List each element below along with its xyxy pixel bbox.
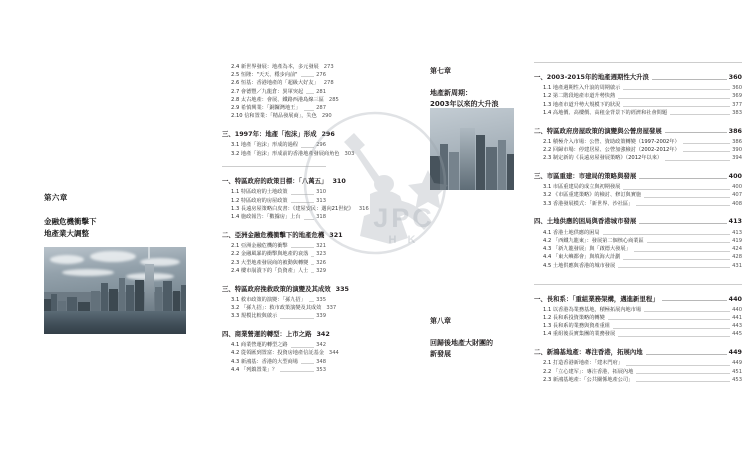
list-item[interactable]: 1.4 重組後長實集團的業務發展 445 [543, 331, 742, 338]
leader-dots [636, 205, 730, 206]
list-item[interactable]: 3.1 市區重建局的成立與初期發展 400 [543, 184, 742, 191]
list-item[interactable]: 2.10 信和置業：「精品發展商」，失色 290 [231, 113, 332, 120]
leader-dots [311, 272, 314, 273]
leader-dots [311, 264, 314, 265]
list-item[interactable]: 2.5 恒隆："天天、穩步向前" 276 [231, 71, 326, 78]
list-item[interactable]: 4.3 「新九龍發展」與「啟德大發展」 424 [543, 246, 742, 253]
leader-dots [309, 301, 314, 302]
leader-dots [623, 259, 730, 260]
chapter-7-title [430, 88, 530, 110]
list-item[interactable]: 1.3 地產市道升勢大規模下的狀況 377 [543, 101, 742, 108]
list-item[interactable]: 4.3 新鴻基：香港的大型商場 348 [231, 358, 326, 365]
leader-dots [639, 178, 726, 179]
leader-dots [670, 114, 730, 115]
toc-column-middle [222, 62, 369, 376]
leader-dots [291, 347, 315, 348]
leader-dots [644, 311, 730, 312]
chapter-6-opener [44, 192, 194, 239]
leader-dots [634, 251, 730, 252]
chapter-8-opener [430, 316, 535, 360]
leader-dots [623, 189, 730, 190]
leader-dots [311, 256, 314, 257]
leader-dots [306, 93, 314, 94]
list-item[interactable]: 2.1 打造香港新地產：「建未門府」 449 [543, 360, 742, 367]
list-item[interactable]: 2.7 會德豐／九龍倉：異軍突起 281 [231, 88, 326, 95]
chapter-6-title-line2: 地產業大調整 [44, 228, 89, 238]
list-item[interactable]: 4.5 土地供應與香港的城市發展 431 [543, 262, 742, 269]
list-item[interactable]: 2.3 大型地產發展商的被動與轉變 326 [231, 259, 326, 266]
toc-section-heading[interactable]: 一、特區政府的政策目標：「八萬五」 310 [222, 177, 346, 186]
list-item[interactable]: 3.2 地產「泡沫」形成前的香港地產發展商角色 303 [231, 150, 355, 157]
chapter-7-title-line2: 2003年以來的大升浪 [430, 99, 499, 108]
list-item[interactable]: 3.1 救市政策的演變：「孫九招」 335 [231, 296, 326, 303]
chapter-6-title [44, 216, 194, 239]
leader-dots [291, 202, 315, 203]
leader-dots [644, 197, 730, 198]
leader-dots [623, 106, 730, 107]
leader-dots [683, 143, 730, 144]
leader-dots [647, 242, 730, 243]
chapter-8-title [430, 338, 535, 360]
chapter-8-title-line2: 新發展 [430, 349, 451, 358]
chapter-8-title-line1: 回歸後地產大財團的 [430, 339, 493, 347]
toc-continued-subitems [222, 63, 339, 121]
list-item[interactable]: 2.9 希慎興業：「銅鑼灣地王」 287 [231, 105, 326, 112]
list-item[interactable]: 1.4 施政報告：「數據房」上台 318 [231, 214, 326, 221]
list-item[interactable]: 1.4 高地價、高樓價、高租金背景下的經濟和社會問題 383 [543, 109, 742, 116]
toc-section-heading[interactable]: 四、土地供應的困局與香港城市發展 413 [534, 217, 742, 226]
list-item[interactable]: 2.6 恒基：香港地產的「超級大好友」 278 [231, 80, 334, 87]
list-item[interactable]: 4.2 「西鐵九龍東」：發展第二個核心商業區 419 [543, 237, 742, 244]
toc-section-heading[interactable]: 三、特區政府挽救政策的演變及其成效 335 [222, 284, 349, 293]
watermark-jpc-text: JPC [373, 203, 435, 233]
list-item[interactable]: 2.3 制定新的《長遠房屋發展策略》（2012年以來） 394 [543, 155, 742, 162]
leader-dots [291, 194, 315, 195]
leader-dots [280, 371, 314, 372]
chapter-8-number: 第八章 [430, 317, 451, 325]
leader-dots [665, 132, 727, 133]
leader-dots [683, 151, 730, 152]
list-item[interactable]: 3.2 《市區重建策略》的檢討、修訂與實施 407 [543, 192, 742, 199]
leader-dots [626, 365, 730, 366]
list-item[interactable]: 3.2 「孫九招」：救市政策演變及其成效 337 [231, 305, 337, 312]
hong-kong-harbour-skyline-photo [44, 247, 186, 334]
leader-dots [623, 89, 730, 90]
list-item[interactable]: 2.1 積極介入市場：公營、資助政策轉變（1997-2002年） 386 [543, 138, 742, 145]
list-item[interactable]: 2.4 樓市崩潰下的「負資產」人士 329 [231, 267, 326, 274]
toc-section-heading[interactable]: 一、2003-2015年的地產週期性大升浪 360 [534, 73, 742, 81]
divider [534, 284, 742, 285]
list-item[interactable]: 1.1 特區政府的土地政策 310 [231, 189, 326, 196]
list-item[interactable]: 1.1 以香港為業務基地，積極拓展內地市場 440 [543, 306, 742, 313]
chapter-7-opener [430, 66, 530, 110]
leader-dots [291, 247, 315, 248]
leader-dots [280, 318, 314, 319]
toc-section-heading[interactable]: 二、亞洲金融危機衝擊下的地產危機 321 [222, 230, 343, 239]
leader-dots [301, 147, 314, 148]
chapter-6-number: 第六章 [44, 193, 68, 202]
chapter-7-title-line1: 地產新周期： [430, 89, 472, 97]
list-item[interactable]: 2.2 金融風暴的衝擊與地產的衰落 323 [231, 251, 326, 258]
divider [534, 62, 742, 63]
toc-section-heading[interactable]: 一、長和系：「重組業務架構，邁進新里程」 440 [534, 294, 742, 303]
list-item[interactable]: 3.1 地產「泡沫」形成的過程 296 [231, 142, 326, 149]
list-item[interactable]: 1.3 長遠房屋策略白皮書：《建屋安民：邁向21世紀》 316 [231, 205, 369, 212]
list-item[interactable]: 3.3 香港發展模式：「新世界、沙社區」 408 [543, 200, 742, 207]
list-item[interactable]: 1.2 第二階段地產市道升勢快熱 369 [543, 93, 742, 100]
leader-dots [636, 373, 730, 374]
chapter-7-number: 第七章 [430, 67, 451, 75]
leader-dots [618, 98, 730, 99]
list-item[interactable]: 1.1 地產週期性入升浪的周期啟示 360 [543, 85, 742, 92]
leader-dots [603, 234, 731, 235]
leader-dots [618, 336, 730, 337]
list-item[interactable]: 1.2 長和系投資策略的轉變 441 [543, 314, 742, 321]
leader-dots [652, 79, 727, 80]
list-item[interactable]: 4.4 「東大嶼都會」與填海大計劃 428 [543, 254, 742, 261]
list-item[interactable]: 4.1 商業營運的轉型之路 342 [231, 342, 326, 349]
divider [222, 166, 326, 167]
leader-dots [613, 328, 730, 329]
list-item[interactable]: 2.2 「立心建军」：專注香港，拓展內地 451 [543, 368, 742, 375]
list-item[interactable]: 4.1 香港土地供應的困局 413 [543, 229, 742, 236]
list-item[interactable]: 4.4 「列鎮置業」？ 353 [231, 367, 326, 374]
toc-section-heading[interactable]: 二、新鴻基地產：專注香港，拓展內地 449 [534, 348, 742, 357]
toc-column-right [534, 62, 742, 386]
leader-dots [301, 76, 315, 77]
list-item[interactable]: 2.1 亞洲金融危機的衝擊 321 [231, 243, 326, 250]
leader-dots [639, 223, 726, 224]
toc-section-heading[interactable]: 四、商業營運的轉型：上市之路 342 [222, 330, 330, 339]
leader-dots [665, 160, 730, 161]
leader-dots [646, 354, 727, 355]
list-item[interactable]: 2.8 太古地產：會展、鐵路西港島線三區 285 [231, 96, 339, 103]
list-item[interactable]: 4.2 從領匯到置富：投資房地產信託基金 344 [231, 350, 339, 357]
modern-office-towers-photo [430, 108, 514, 190]
leader-dots [304, 110, 315, 111]
leader-dots [304, 219, 315, 220]
leader-dots [636, 381, 730, 382]
toc-section-heading[interactable]: 二、特區政府房屋政策的演變與公營房屋發展 386 [534, 126, 742, 135]
list-item[interactable]: 2.4 新世界發展：地產為本，多元發展 273 [231, 63, 334, 70]
leader-dots [608, 319, 730, 320]
list-item[interactable]: 2.2 回歸市場：停建居屋、公營加強檢討（2002-2012年） 390 [543, 147, 742, 154]
toc-section-heading[interactable]: 三、市區重建：市建局的策略與發展 400 [534, 172, 742, 181]
leader-dots [301, 363, 314, 364]
leader-dots [662, 300, 727, 301]
list-item[interactable]: 1.2 特區政府的房屋政策 313 [231, 197, 326, 204]
watermark-hk-text: H K [388, 234, 420, 246]
list-item[interactable]: 3.3 規模比較與啟示 339 [231, 313, 326, 320]
leader-dots [618, 267, 730, 268]
list-item[interactable]: 1.3 長和系的業務與資產重組 443 [543, 323, 742, 330]
chapter-6-title-line1: 金融危機衝擊下 [44, 217, 97, 226]
list-item[interactable]: 2.3 新鴻基地產：「公共關係地產公司」 453 [543, 376, 742, 383]
toc-section-heading[interactable]: 三、1997年：地產「泡沫」形成 296 [222, 130, 335, 139]
